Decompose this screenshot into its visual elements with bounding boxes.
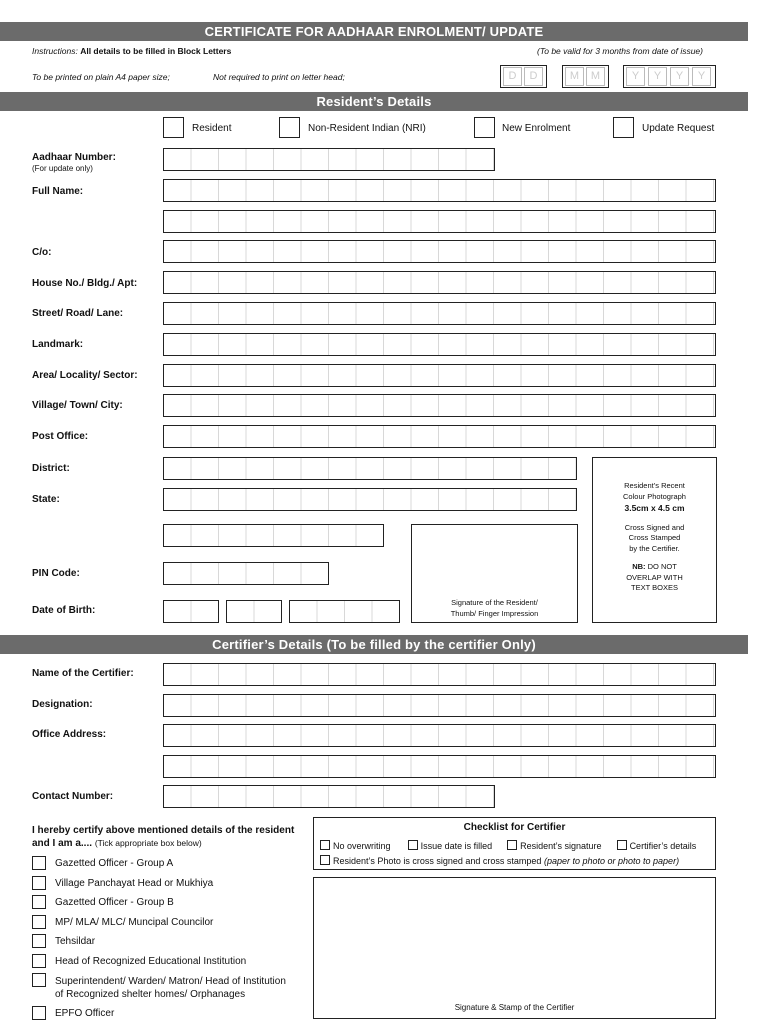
office-address-input-line2[interactable]: [163, 755, 716, 778]
landmark-input[interactable]: [163, 333, 716, 356]
issue-day-2[interactable]: D: [524, 67, 543, 86]
role-label-edu-head: Head of Recognized Educational Institution: [55, 956, 247, 967]
role-checkbox-epfo[interactable]: [32, 1006, 46, 1020]
village-label: Village/ Town/ City:: [32, 400, 123, 411]
photo-line5: by the Certifier.: [629, 543, 680, 553]
dob-year-input[interactable]: [289, 600, 400, 623]
street-label: Street/ Road/ Lane:: [32, 308, 124, 319]
photo-line7: OVERLAP WITH: [626, 572, 683, 582]
role-label-gazetted-a: Gazetted Officer - Group A: [55, 858, 174, 869]
pin-input[interactable]: [163, 562, 329, 585]
designation-label: Designation:: [32, 699, 93, 710]
co-label: C/o:: [32, 247, 52, 258]
certifier-name-input[interactable]: [163, 663, 716, 686]
issue-month-1[interactable]: M: [565, 67, 584, 86]
role-label-shelter-line2: of Recognized shelter homes/ Orphanages: [55, 989, 246, 1000]
check-no-overwriting-label: No overwriting: [333, 841, 391, 851]
role-checkbox-tehsildar[interactable]: [32, 934, 46, 948]
post-office-label: Post Office:: [32, 431, 89, 442]
photo-line4: Cross Stamped: [628, 533, 681, 542]
district-input[interactable]: [163, 457, 577, 480]
photo-nb-line: [592, 562, 717, 573]
state-input[interactable]: [163, 488, 577, 511]
pin-label: PIN Code:: [32, 568, 80, 579]
full-name-label: Full Name:: [32, 186, 84, 197]
validity-note: (To be valid for 3 months from date of issue): [537, 46, 703, 56]
certifier-signature-stamp-box[interactable]: [313, 877, 716, 1019]
check-resident-signature-label: Resident’s signature: [520, 841, 602, 851]
signature-caption-line2: Thumb/ Finger Impression: [450, 608, 539, 618]
check-resident-signature[interactable]: [507, 840, 517, 850]
aadhaar-label-text: Aadhaar Number:: [32, 152, 116, 163]
contact-number-label: Contact Number:: [32, 791, 114, 802]
letterhead-note: Not required to print on letter head;: [213, 72, 345, 82]
resident-label: Resident: [192, 123, 232, 134]
photo-line3: Cross Signed and: [624, 522, 685, 532]
role-checkbox-mp-mla[interactable]: [32, 915, 46, 929]
certify-line2: and I am a....: [32, 838, 93, 849]
photo-line8: TEXT BOXES: [631, 583, 678, 592]
instructions: [32, 46, 231, 56]
role-checkbox-edu-head[interactable]: [32, 954, 46, 968]
check-certifier-details[interactable]: [617, 840, 627, 850]
photo-size: 3.5cm x 4.5 cm: [624, 503, 685, 513]
resident-signature-caption: [411, 598, 578, 619]
nri-checkbox[interactable]: [279, 117, 300, 138]
certify-line2-row: [32, 837, 294, 850]
check-resident-photo-label: Resident’s Photo is cross signed and cross stamped: [333, 856, 542, 866]
checklist-title: Checklist for Certifier: [463, 822, 566, 833]
full-name-input-line2[interactable]: [163, 210, 716, 233]
role-label-shelter-line1: Superintendent/ Warden/ Matron/ Head of Institution: [55, 976, 286, 987]
resident-section-heading: Resident’s Details: [0, 92, 748, 111]
issue-day-1[interactable]: D: [503, 67, 522, 86]
dob-month-input[interactable]: [226, 600, 282, 623]
landmark-label: Landmark:: [32, 339, 84, 350]
state-label: State:: [32, 494, 60, 505]
photo-nb: NB:: [632, 562, 646, 571]
dob-day-input[interactable]: [163, 600, 219, 623]
check-resident-photo[interactable]: [320, 855, 330, 865]
role-label-gazetted-b: Gazetted Officer - Group B: [55, 897, 174, 908]
signature-caption-line1: Signature of the Resident/: [451, 598, 538, 607]
photo-line6: DO NOT: [647, 562, 677, 571]
issue-year-2[interactable]: Y: [648, 67, 667, 86]
check-issue-date[interactable]: [408, 840, 418, 850]
certifier-name-label: Name of the Certifier:: [32, 668, 134, 679]
photo-instructions: [592, 481, 717, 594]
role-label-epfo: EPFO Officer: [55, 1008, 115, 1019]
certify-statement: [32, 825, 294, 850]
aadhaar-label: [32, 152, 116, 173]
certifier-section-heading: Certifier’s Details (To be filled by the certifier Only): [0, 635, 748, 654]
check-no-overwriting[interactable]: [320, 840, 330, 850]
resident-checkbox[interactable]: [163, 117, 184, 138]
aadhaar-number-input[interactable]: [163, 148, 495, 171]
new-enrolment-checkbox[interactable]: [474, 117, 495, 138]
issue-year-4[interactable]: Y: [692, 67, 711, 86]
full-name-input-line1[interactable]: [163, 179, 716, 202]
role-checkbox-gazetted-b[interactable]: [32, 895, 46, 909]
office-address-input-line1[interactable]: [163, 724, 716, 747]
area-input[interactable]: [163, 364, 716, 387]
role-label-panchayat: Village Panchayat Head or Mukhiya: [55, 878, 214, 889]
role-label-tehsildar: Tehsildar: [55, 936, 96, 947]
photo-line1: Resident’s Recent: [624, 481, 685, 490]
check-certifier-details-label: Certifier’s details: [629, 841, 697, 851]
aadhaar-sub-label: (For update only): [32, 164, 93, 173]
paper-note: To be printed on plain A4 paper size;: [32, 72, 170, 82]
issue-year-1[interactable]: Y: [626, 67, 645, 86]
village-input[interactable]: [163, 394, 716, 417]
checklist-row1: [320, 840, 696, 851]
certifier-stamp-caption: Signature & Stamp of the Certifier: [454, 1003, 575, 1012]
area-label: Area/ Locality/ Sector:: [32, 370, 138, 381]
dob-label: Date of Birth:: [32, 605, 96, 616]
checklist-row2: [320, 855, 679, 866]
house-label: House No./ Bldg./ Apt:: [32, 278, 138, 289]
district-label: District:: [32, 463, 70, 474]
instructions-prefix: Instructions:: [32, 46, 78, 56]
role-checkbox-panchayat[interactable]: [32, 876, 46, 890]
street-input[interactable]: [163, 302, 716, 325]
house-input[interactable]: [163, 271, 716, 294]
state-extra-input[interactable]: [163, 524, 384, 547]
contact-number-input[interactable]: [163, 785, 495, 808]
check-resident-photo-hint: (paper to photo or photo to paper): [543, 856, 680, 866]
certify-line1: I hereby certify above mentioned details of the resident: [32, 825, 295, 836]
certify-hint: (Tick appropriate box below): [94, 838, 202, 848]
update-request-checkbox[interactable]: [613, 117, 634, 138]
role-label-mp-mla: MP/ MLA/ MLC/ Muncipal Councilor: [55, 917, 214, 928]
co-input[interactable]: [163, 240, 716, 263]
post-office-input[interactable]: [163, 425, 716, 448]
check-issue-date-label: Issue date is filled: [420, 841, 493, 851]
update-request-label: Update Request: [642, 123, 715, 134]
role-label-shelter-head: [55, 975, 286, 1001]
designation-input[interactable]: [163, 694, 716, 717]
role-checkbox-shelter-head[interactable]: [32, 973, 46, 987]
nri-label: Non-Resident Indian (NRI): [308, 123, 426, 134]
photo-line2: Colour Photograph: [623, 491, 686, 501]
office-address-label: Office Address:: [32, 729, 107, 740]
new-enrolment-label: New Enrolment: [502, 123, 571, 134]
form-title: CERTIFICATE FOR AADHAAR ENROLMENT/ UPDATE: [0, 22, 748, 41]
issue-year-3[interactable]: Y: [670, 67, 689, 86]
issue-month-2[interactable]: M: [586, 67, 605, 86]
instructions-bold: All details to be filled in Block Letters: [80, 46, 232, 56]
role-checkbox-gazetted-a[interactable]: [32, 856, 46, 870]
